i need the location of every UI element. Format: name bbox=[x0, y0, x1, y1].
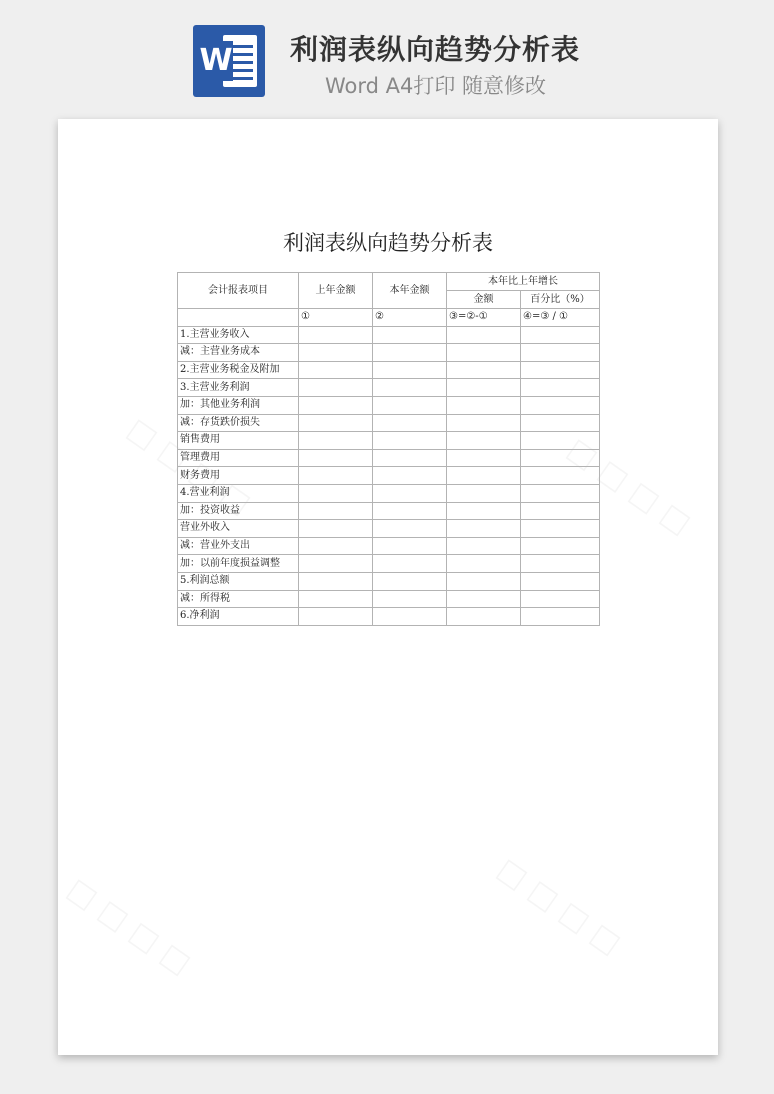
value-cell[interactable] bbox=[299, 502, 373, 520]
row-label: 1.主营业务收入 bbox=[178, 326, 299, 344]
value-cell[interactable] bbox=[447, 502, 521, 520]
value-cell[interactable] bbox=[299, 344, 373, 362]
value-cell[interactable] bbox=[373, 502, 447, 520]
value-cell[interactable] bbox=[373, 537, 447, 555]
row-label: 加：其他业务利润 bbox=[178, 396, 299, 414]
value-cell[interactable] bbox=[447, 572, 521, 590]
value-cell[interactable] bbox=[299, 520, 373, 538]
header-growth-percent: 百分比（%） bbox=[521, 291, 600, 309]
value-cell[interactable] bbox=[299, 467, 373, 485]
table-row bbox=[178, 484, 600, 502]
table-row bbox=[178, 396, 600, 414]
value-cell[interactable] bbox=[521, 432, 600, 450]
value-cell[interactable] bbox=[373, 484, 447, 502]
value-cell[interactable] bbox=[447, 361, 521, 379]
value-cell[interactable] bbox=[521, 537, 600, 555]
value-cell[interactable] bbox=[447, 520, 521, 538]
value-cell[interactable] bbox=[521, 555, 600, 573]
table-row bbox=[178, 520, 600, 538]
value-cell[interactable] bbox=[521, 590, 600, 608]
value-cell[interactable] bbox=[447, 449, 521, 467]
table-row bbox=[178, 344, 600, 362]
document-page bbox=[58, 119, 718, 1055]
word-icon-letter: W bbox=[199, 41, 233, 81]
value-cell[interactable] bbox=[299, 326, 373, 344]
value-cell[interactable] bbox=[521, 502, 600, 520]
table-row bbox=[178, 379, 600, 397]
row-label: 6.净利润 bbox=[178, 608, 299, 626]
value-cell[interactable] bbox=[447, 344, 521, 362]
marker-cell: ④=③ / ① bbox=[521, 309, 600, 327]
table-row bbox=[178, 467, 600, 485]
row-label: 5.利润总额 bbox=[178, 572, 299, 590]
value-cell[interactable] bbox=[373, 572, 447, 590]
row-label: 2.主营业务税金及附加 bbox=[178, 361, 299, 379]
row-label: 减：营业外支出 bbox=[178, 537, 299, 555]
value-cell[interactable] bbox=[521, 326, 600, 344]
word-icon bbox=[193, 25, 265, 97]
header bbox=[0, 0, 774, 110]
header-title: 利润表纵向趋势分析表 bbox=[290, 33, 581, 66]
value-cell[interactable] bbox=[521, 361, 600, 379]
value-cell[interactable] bbox=[299, 414, 373, 432]
value-cell[interactable] bbox=[521, 608, 600, 626]
table-row bbox=[178, 361, 600, 379]
row-label: 管理费用 bbox=[178, 449, 299, 467]
value-cell[interactable] bbox=[299, 361, 373, 379]
row-label: 减：主营业务成本 bbox=[178, 344, 299, 362]
header-growth-amount: 金额 bbox=[447, 291, 521, 309]
watermark bbox=[491, 851, 627, 961]
table-row bbox=[178, 449, 600, 467]
value-cell[interactable] bbox=[447, 590, 521, 608]
watermark bbox=[61, 871, 197, 981]
table-row bbox=[178, 608, 600, 626]
marker-cell: ① bbox=[299, 309, 373, 327]
marker-cell: ③=②-① bbox=[447, 309, 521, 327]
value-cell[interactable] bbox=[299, 537, 373, 555]
header-last-year: 上年金额 bbox=[299, 273, 373, 309]
table-header-row bbox=[178, 273, 600, 291]
table-row bbox=[178, 555, 600, 573]
value-cell[interactable] bbox=[299, 608, 373, 626]
table-row bbox=[178, 590, 600, 608]
header-growth: 本年比上年增长 bbox=[447, 273, 600, 291]
header-subtitle: Word A4打印 随意修改 bbox=[325, 74, 547, 98]
income-statement-table-wrap bbox=[177, 272, 600, 626]
value-cell[interactable] bbox=[373, 449, 447, 467]
row-label: 加：以前年度损益调整 bbox=[178, 555, 299, 573]
value-cell[interactable] bbox=[373, 361, 447, 379]
value-cell[interactable] bbox=[521, 414, 600, 432]
income-statement-table bbox=[177, 272, 600, 626]
value-cell[interactable] bbox=[447, 467, 521, 485]
value-cell[interactable] bbox=[299, 432, 373, 450]
value-cell[interactable] bbox=[521, 572, 600, 590]
value-cell[interactable] bbox=[373, 520, 447, 538]
table-row bbox=[178, 537, 600, 555]
value-cell[interactable] bbox=[299, 484, 373, 502]
row-label: 3.主营业务利润 bbox=[178, 379, 299, 397]
value-cell[interactable] bbox=[447, 432, 521, 450]
value-cell[interactable] bbox=[521, 484, 600, 502]
value-cell[interactable] bbox=[373, 432, 447, 450]
table-row bbox=[178, 572, 600, 590]
value-cell[interactable] bbox=[373, 467, 447, 485]
row-label: 减：存货跌价损失 bbox=[178, 414, 299, 432]
value-cell[interactable] bbox=[299, 449, 373, 467]
value-cell[interactable] bbox=[299, 590, 373, 608]
row-label: 销售费用 bbox=[178, 432, 299, 450]
row-label: 营业外收入 bbox=[178, 520, 299, 538]
value-cell[interactable] bbox=[521, 520, 600, 538]
table-row bbox=[178, 502, 600, 520]
row-label: 4.营业利润 bbox=[178, 484, 299, 502]
value-cell[interactable] bbox=[373, 608, 447, 626]
value-cell[interactable] bbox=[447, 414, 521, 432]
table-row bbox=[178, 432, 600, 450]
row-label: 财务费用 bbox=[178, 467, 299, 485]
value-cell[interactable] bbox=[373, 344, 447, 362]
value-cell[interactable] bbox=[373, 326, 447, 344]
marker-cell bbox=[178, 309, 299, 327]
value-cell[interactable] bbox=[447, 608, 521, 626]
value-cell[interactable] bbox=[373, 414, 447, 432]
value-cell[interactable] bbox=[521, 467, 600, 485]
marker-cell: ② bbox=[373, 309, 447, 327]
value-cell[interactable] bbox=[447, 555, 521, 573]
value-cell[interactable] bbox=[299, 555, 373, 573]
value-cell[interactable] bbox=[299, 379, 373, 397]
row-label: 减：所得税 bbox=[178, 590, 299, 608]
value-cell[interactable] bbox=[521, 449, 600, 467]
value-cell[interactable] bbox=[447, 326, 521, 344]
header-item: 会计报表项目 bbox=[178, 273, 299, 309]
value-cell[interactable] bbox=[373, 555, 447, 573]
value-cell[interactable] bbox=[521, 396, 600, 414]
table-row bbox=[178, 326, 600, 344]
document-title: 利润表纵向趋势分析表 bbox=[283, 231, 493, 255]
value-cell[interactable] bbox=[299, 396, 373, 414]
value-cell[interactable] bbox=[373, 396, 447, 414]
value-cell[interactable] bbox=[373, 590, 447, 608]
value-cell[interactable] bbox=[299, 572, 373, 590]
row-label: 加：投资收益 bbox=[178, 502, 299, 520]
header-this-year: 本年金额 bbox=[373, 273, 447, 309]
table-marker-row bbox=[178, 309, 600, 327]
table-row bbox=[178, 414, 600, 432]
value-cell[interactable] bbox=[521, 344, 600, 362]
value-cell[interactable] bbox=[447, 484, 521, 502]
value-cell[interactable] bbox=[521, 379, 600, 397]
value-cell[interactable] bbox=[373, 379, 447, 397]
value-cell[interactable] bbox=[447, 537, 521, 555]
value-cell[interactable] bbox=[447, 379, 521, 397]
value-cell[interactable] bbox=[447, 396, 521, 414]
